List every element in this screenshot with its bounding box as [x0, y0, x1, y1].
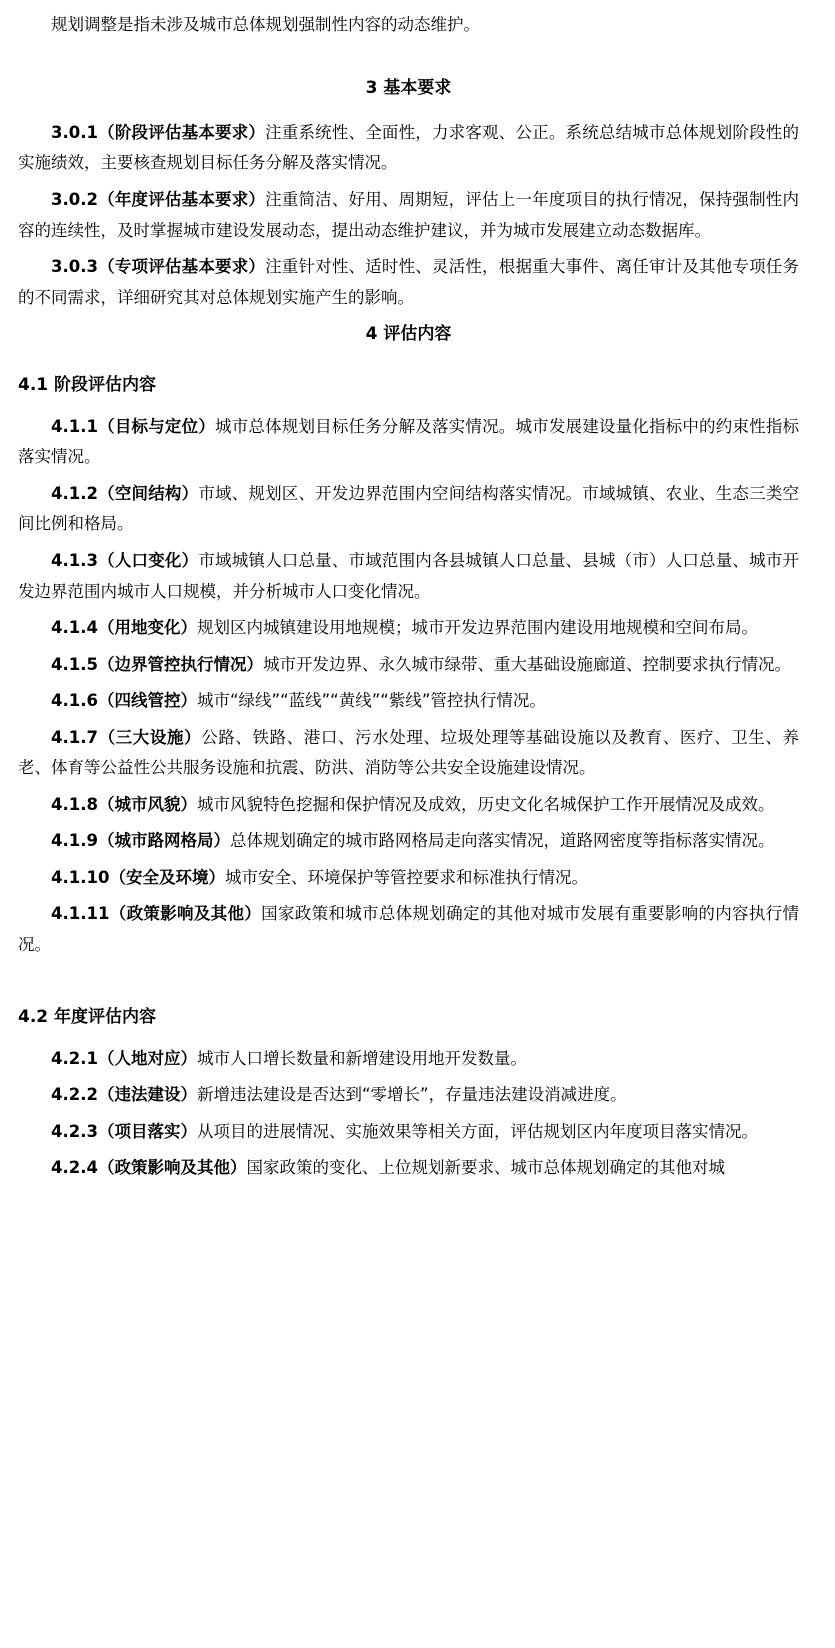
- paragraph-lead: 4.2.3（项目落实）: [51, 1121, 197, 1141]
- paragraph-4-2-1: [18, 1044, 799, 1075]
- paragraph-lead: 4.2.2（违法建设）: [51, 1085, 197, 1105]
- paragraph-text: 国家政策和城市总体规划确定的其他对城市发展有重要影响的内容执行情况。: [18, 904, 799, 954]
- paragraph-4-1-10: [18, 863, 799, 894]
- paragraph-4-1-7: [18, 723, 799, 784]
- heading-section-4-1: [18, 370, 799, 401]
- paragraph-text: 城市开发边界、永久城市绿带、重大基础设施廊道、控制要求执行情况。: [262, 654, 791, 674]
- paragraph-lead: 4.1.8（城市风貌）: [51, 794, 197, 814]
- paragraph-text: 城市“绿线”“蓝线”“黄线”“紫线”管控执行情况。: [196, 691, 546, 711]
- paragraph-text: 注重简洁、好用、周期短，评估上一年度项目的执行情况，保持强制性内容的连续性，及时掌握城市建设发展动态，提出动态维护建议，并为城市发展建立动态数据库。: [18, 189, 799, 240]
- paragraph-4-1-5: [18, 650, 799, 681]
- paragraph-lead: 4.1.10（安全及环境）: [51, 867, 225, 887]
- paragraph-lead: 3.0.2（年度评估基本要求）: [51, 189, 266, 209]
- paragraph-3-0-3: [18, 252, 799, 313]
- heading-text: 3 基本要求: [365, 77, 452, 98]
- paragraph-lead: 4.1.3（人口变化）: [51, 550, 199, 570]
- heading-text: 4.2 年度评估内容: [18, 1007, 157, 1028]
- paragraph-lead: 4.1.6（四线管控）: [51, 691, 197, 711]
- paragraph-4-1-1: [18, 412, 799, 473]
- paragraph-text: 规划区内城镇建设用地规模；城市开发边界范围内建设用地规模和空间布局。: [196, 618, 758, 638]
- heading-text: 4 评估内容: [365, 324, 452, 345]
- paragraph-text: 公路、铁路、港口、污水处理、垃圾处理等基础设施以及教育、医疗、卫生、养老、体育等公益性公共服务设施和抗震、防洪、消防等公共安全设施建设情况。: [18, 727, 800, 778]
- paragraph-lead: 4.2.1（人地对应）: [51, 1048, 197, 1068]
- paragraph-lead: 3.0.1（阶段评估基本要求）: [51, 122, 266, 142]
- paragraph-text: 总体规划确定的城市路网格局走向落实情况，道路网密度等指标落实情况。: [229, 831, 775, 851]
- paragraph-4-1-3: [18, 546, 799, 607]
- paragraph-text: 城市风貌特色挖掘和保护情况及成效，历史文化名城保护工作开展情况及成效。: [196, 794, 775, 814]
- paragraph-text: 注重针对性、适时性、灵活性，根据重大事件、离任审计及其他专项任务的不同需求，详细研究其对总体规划实施产生的影响。: [18, 257, 799, 307]
- heading-chapter-4: [18, 319, 799, 350]
- paragraph-lead: 4.1.7（三大设施）: [51, 727, 202, 747]
- paragraph-text: 从项目的进展情况、实施效果等相关方面，评估规划区内年度项目落实情况。: [196, 1121, 758, 1141]
- paragraph-3-0-2: [18, 185, 799, 246]
- paragraph-text: 城市人口增长数量和新增建设用地开发数量。: [196, 1048, 527, 1068]
- paragraph-text: 市域、规划区、开发边界范围内空间结构落实情况。市域城镇、农业、生态三类空间比例和格局。: [18, 483, 800, 534]
- paragraph-text: 市域城镇人口总量、市域范围内各县城镇人口总量、县城（市）人口总量、城市开发边界范围内城市人口规模，并分析城市人口变化情况。: [18, 550, 800, 601]
- paragraph-lead: 4.1.11（政策影响及其他）: [51, 904, 262, 924]
- paragraph-text: 城市安全、环境保护等管控要求和标准执行情况。: [224, 867, 588, 887]
- paragraph-4-1-6: [18, 686, 799, 717]
- paragraph-4-1-4: [18, 613, 799, 644]
- heading-text: 4.1 阶段评估内容: [18, 375, 157, 396]
- paragraph-text: 新增违法建设是否达到“零增长”，存量违法建设消减进度。: [196, 1085, 627, 1105]
- paragraph-text: 城市总体规划目标任务分解及落实情况。城市发展建设量化指标中的约束性指标落实情况。: [18, 416, 800, 467]
- paragraph-lead: 4.1.9（城市路网格局）: [51, 831, 230, 851]
- paragraph-text: 国家政策的变化、上位规划新要求、城市总体规划确定的其他对城: [246, 1158, 725, 1178]
- paragraph-4-1-8: [18, 790, 799, 821]
- paragraph-4-2-3: [18, 1117, 799, 1148]
- heading-section-4-2: [18, 1002, 799, 1033]
- paragraph-lead: 4.1.1（目标与定位）: [51, 416, 216, 436]
- paragraph-4-1-9: [18, 826, 799, 857]
- heading-chapter-3: [18, 73, 799, 104]
- paragraph-intro: [18, 10, 799, 41]
- paragraph-lead: 4.2.4（政策影响及其他）: [51, 1158, 247, 1178]
- paragraph-text: 注重系统性、全面性，力求客观、公正。系统总结城市总体规划阶段性的实施绩效，主要核查规划目标任务分解及落实情况。: [18, 122, 799, 173]
- paragraph-4-2-4: [18, 1153, 799, 1184]
- paragraph-3-0-1: [18, 118, 799, 179]
- paragraph-lead: 4.1.2（空间结构）: [51, 483, 199, 503]
- paragraph-4-2-2: [18, 1080, 799, 1111]
- paragraph-text: 规划调整是指未涉及城市总体规划强制性内容的动态维护。: [51, 15, 480, 34]
- spacer: [18, 47, 799, 55]
- paragraph-4-1-11: [18, 899, 799, 960]
- paragraph-4-1-2: [18, 479, 799, 540]
- paragraph-lead: 4.1.5（边界管控执行情况）: [51, 654, 263, 674]
- paragraph-lead: 3.0.3（专项评估基本要求）: [51, 257, 266, 277]
- spacer: [18, 966, 799, 982]
- paragraph-lead: 4.1.4（用地变化）: [51, 618, 197, 638]
